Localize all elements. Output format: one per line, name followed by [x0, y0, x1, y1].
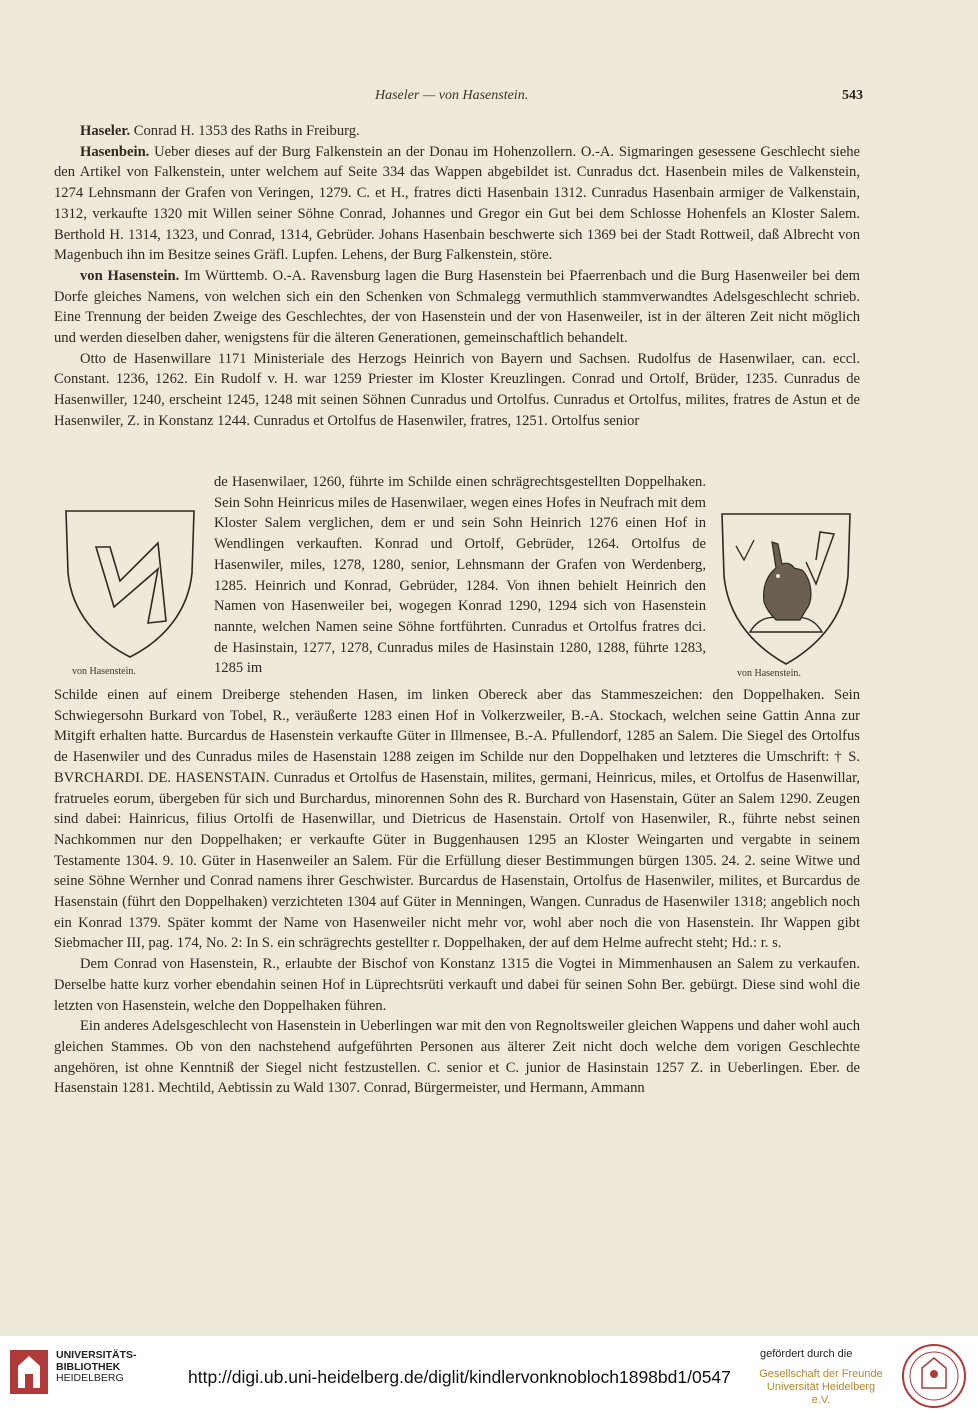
- text-block-middle: [214, 472, 706, 679]
- university-library-name: [56, 1350, 146, 1385]
- coat-of-arms-left-image: [62, 503, 198, 663]
- uni-line-1: UNIVERSITÄTS-: [56, 1349, 137, 1361]
- entry-text-hasenbein: Ueber dieses auf der Burg Falkenstein an der Donau im Hohenzollern. O.-A. Sigmaringen gesessene Geschlecht siehe den Artikel von Falkenstein, unter welchem auf Seite 334 das Wappen abgebildet ist. Cunradus dct. Hasenbein miles de Valkenstein, 1274 Lehnsmann der Grafen von Veringen, 1279. C. et H., fratres dicti Hasenbain 1312. Cunradus Hasenbain armiger de Valkenstain, 1312, verkaufte 1320 mit Willen seiner Söhne Conrad, Johannes und Gregor ein Gut bei dem Schlosse Hohenfels an Kloster Salem. Berthold H. 1314, 1323, und Conrad, 1314, Gebrüder. Johans Hasenbain beschwerte sich 1369 bei der Stadt Rottweil, daß Albrecht von Magenbuch ihn im Besitze seines Gräfl. Lupfen. Lehens, der Burg Falkenstein, störe.: [54, 143, 860, 264]
- entry-text-hasenstein: Im Württemb. O.-A. Ravensburg lagen die Burg Hasenstein bei Pfaerrenbach und die Burg Hasenweiler bei dem Dorfe gleiches Namens, von welchen sich ein den Schenken von Schmalegg vermuthlich stammverwandtes Adelsgeschlecht schrieb. Eine Trennung der beiden Zweige des Geschlechtes, der von Hasenstein und der von Hasenweiler, ist in der älteren Zeit nicht möglich und werden dieselben daher, wenigstens für die älteren Generationen, gemeinschaftlich behandelt.: [54, 267, 860, 347]
- paragraph-bottom-1: Schilde einen auf einem Dreiberge stehenden Hasen, im linken Obereck aber das Stammeszeichen: den Doppelhaken. Sein Schwiegersohn Burkard von Tobel, R., veräußerte 1283 einen Hof in Volkerzweiler, B.-A. Stockach, welchen seine Gattin Anna zur Mitgift erhalten hatte. Burcardus de Hasenstein verkaufte Güter in Illmensee, B.-A. Pfullendorf, 1285 an Salem. Die Siegel des Ortolfus de Hasenwiler und des Cunradus miles de Hasenstain 1288 zeigen im Schilde nur den Doppelhaken und letzteres die Umschrift: † S. BVRCHARDI. DE. HASENSTAIN. Cunradus et Ortolfus de Hasenstain, milites, germani, Heinricus, miles, et Ortolfus de Hasenwillar, fratrueles eorum, übergeben für sich und Burchardus, minorennen Sohn des R. Burchard von Hasenstain, Güter an Salem 1290. Zeugen sind dabei: Hainricus, filius Ortolfi de Hasenwillar, und Dietricus de Hasenstain. Ortolf von Hasenwiler, R., führte nebst seinen Nachkommen nur den Doppelhaken; er verkaufte Güter in Buggenhausen 1295 an Kloster Weingarten und vergabte in seinem Testamente 1304. 9. 10. Güter in Hasenweiler an Salem. Für die Erfüllung dieser Bestimmungen bürgen 1305. 24. 2. seine Witwe und seine Söhne Wernher und Conrad namens ihrer Geschwister. Burcardus de Hasenstain, Ortolfus de Hasenwiler, milites, et Burcardus de Hasenstain (führt den Doppelhaken) verzichteten 1304 auf Güter in Menningen, Wangen. Cunradus de Hasenwiler 1318; angeblich noch ein Konrad 1379. Später kommt der Name von Hasenweiler nicht mehr vor, wohl aber noch die von Hasenstein. Ihr Wappen gibt Siebmacher III, pag. 174, No. 2: In S. ein schrägrechts gestellter r. Doppelhaken, der auf dem Helme aufrecht steht; Hd.: r. s.: [54, 687, 860, 952]
- society-line-2: Universität Heidelberg e.V.: [766, 1381, 876, 1406]
- funded-by-label: gefördert durch die: [760, 1348, 853, 1360]
- entry-head-haseler: Haseler.: [80, 123, 131, 139]
- text-block-top: [54, 121, 860, 432]
- paragraph-bottom-3: Ein anderes Adelsgeschlecht von Hasenstein in Ueberlingen war mit den von Regnoltsweiler gleichen Wappens und daher wohl auch gleichen Stammes. Ob von den nachstehend aufgeführten Personen aus älterer Zeit nicht doch welche dem vorigen Geschlechte angehören, ist ohne Kenntniß der Siegel nicht festzustellen. C. senior et C. junior de Hasinstain 1257 Z. in Ueberlingen. Eber. de Hasenstain 1281. Mechtild, Aebtissin zu Wald 1307. Conrad, Bürgermeister, und Hermann, Ammann: [54, 1018, 860, 1097]
- text-block-bottom: [54, 685, 860, 1099]
- society-name: [757, 1368, 885, 1407]
- right-shield-caption: von Hasenstein.: [737, 668, 801, 679]
- left-shield-caption: von Hasenstein.: [72, 666, 136, 677]
- entry-text-haseler: Conrad H. 1353 des Raths in Freiburg.: [130, 123, 360, 139]
- running-title: Haseler — von Hasenstein.: [375, 88, 529, 103]
- entry-hasenstein: [54, 266, 860, 349]
- coat-of-arms-right-image: [716, 510, 856, 670]
- uni-line-2: BIBLIOTHEK: [56, 1360, 121, 1373]
- paragraph-bottom-2: Dem Conrad von Hasenstein, R., erlaubte der Bischof von Konstanz 1315 die Vogtei in Mimmenhausen an Salem zu verkaufen. Derselbe hatte kurz vorher ebendahin seinen Hof in Lüprechtsrüti verkauft und dabei für seinen Sohn Ber. gebürgt. Diese sind wohl die letzten von Hasenstein, welche den Doppelhaken führen.: [54, 956, 860, 1014]
- entry-hasenbein: [54, 142, 860, 266]
- page-number: 543: [842, 88, 863, 103]
- university-library-logo-icon: [8, 1348, 50, 1396]
- paragraph-middle: de Hasenwilaer, 1260, führte im Schilde einen schrägrechtsgestellten Doppelhaken. Sein Sohn Heinricus miles de Hasenwilaer, wegen eines Hofes in Neufrach mit dem Kloster Salem verglichen, dem er und sein Sohn Heinrich 1276 einen Hof in Wendlingen verkauften. Konrad und Ortolf, Gebrüder, 1264. Ortolfus de Hasenwiler, miles, 1278, 1280, senior, Lehnsmann der Grafen von Werdenberg, 1285. Heinrich und Konrad, Gebrüder, 1284. Von ihnen behielt Heinrich den Namen von Hasenweiler bei, wogegen Konrad 1290, 1294 sich von Hasenstein nannte, welchen Namen seine Söhne fortführten. Cunradus et Ortolfus fratres dci. de Hasinstain, 1277, 1278, Cunradus miles de Hasinstain 1280, 1288, führte 1283, 1285 im: [214, 474, 706, 677]
- university-seal-icon: [900, 1342, 968, 1410]
- society-line-1: Gesellschaft der Freunde: [759, 1368, 883, 1380]
- entry-head-hasenstein: von Hasenstein.: [80, 267, 180, 284]
- paragraph-otto: Otto de Hasenwillare 1171 Ministeriale des Herzogs Heinrich von Bayern und Sachsen. Rudolfus de Hasenwilaer, can. eccl. Constant. 1236, 1262. Ein Rudolf v. H. war 1259 Priester im Kloster Kreuzlingen. Conrad und Ortolf, Brüder, 1235. Cunradus de Hasenwiller, 1240, erscheint 1245, 1248 mit seinen Söhnen Cunradus und Ortolfus. Cunradus et Ortolfus, milites, fratres de Astun et de Hasenwiler, Z. in Konstanz 1244. Cunradus et Ortolfus de Hasenwiler, fratres, 1251. Ortolfus senior: [54, 350, 860, 429]
- entry-haseler: [54, 121, 860, 142]
- page-header: [0, 88, 978, 112]
- uni-line-3: HEIDELBERG: [56, 1372, 124, 1384]
- permalink-url-link[interactable]: http://digi.ub.uni-heidelberg.de/diglit/kindlervonknobloch1898bd1/0547: [188, 1367, 731, 1387]
- entry-head-hasenbein: Hasenbein.: [80, 143, 150, 160]
- digitization-footer: [0, 1336, 978, 1414]
